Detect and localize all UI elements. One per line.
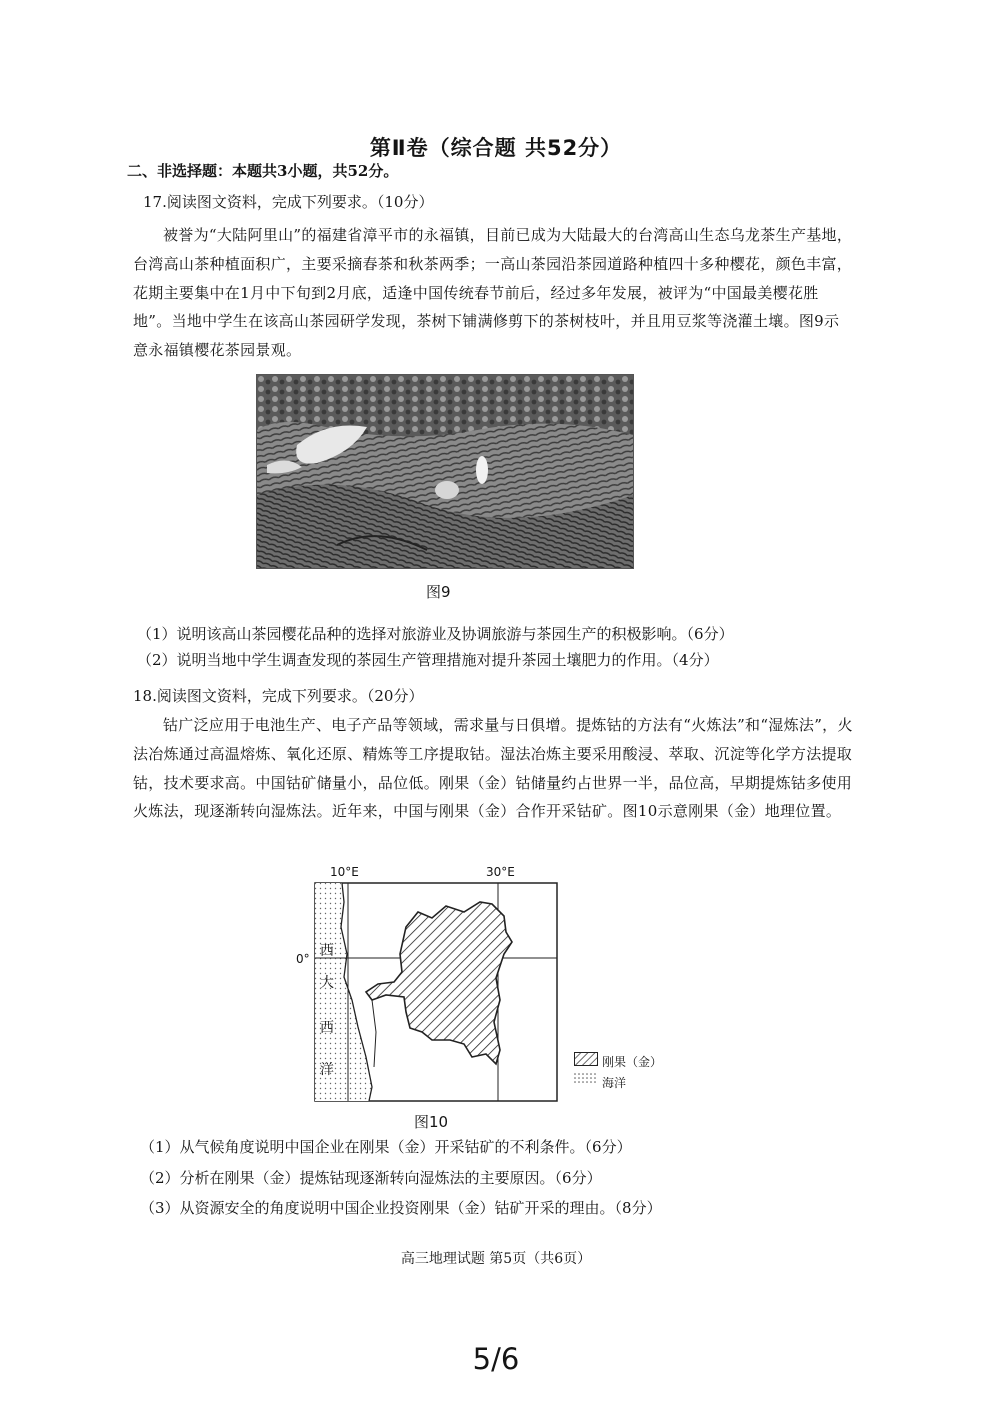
map-ocean-char-1: 西 [320, 943, 334, 959]
map-ocean-char-4: 洋 [320, 1062, 334, 1078]
q18-sub2: （2）分析在刚果（金）提炼钴现逐渐转向湿炼法的主要原因。（6分） [140, 1169, 602, 1187]
page-indicator: 5/6 [472, 1342, 520, 1376]
legend-ocean-label: 海洋 [602, 1076, 627, 1090]
map-lon-30e: 30°E [486, 865, 515, 879]
page-footer: 高三地理试题 第5页（共6页） [400, 1251, 592, 1267]
q18-paragraph: 钴广泛应用于电池生产、电子产品等领域，需求量与日俱增。提炼钴的方法有“火炼法”和“湿炼法”，火法冶炼通过高温熔炼、氧化还原、精炼等工序提取钴。湿法冶炼主要采用酸浸、萃取、沉淀等化学方法提取钴，技术要求高。中国钴矿储量小，品位低。刚果（金）钴储量约占世界一半，品位高，早期提炼钴多使用火炼法，现逐渐转向湿炼法。近年来，中国与刚果（金）合作开采钴矿。图10示意刚果（金）地理位置。 [133, 716, 853, 821]
section-title: 第Ⅱ卷（综合题 共52分） [369, 136, 623, 160]
figure-10-caption: 图10 [414, 1113, 449, 1131]
q18-sub3: （3）从资源安全的角度说明中国企业投资刚果（金）钴矿开采的理由。（8分） [140, 1199, 662, 1217]
map-lat-0: 0° [296, 952, 310, 966]
legend-ocean-swatch [574, 1073, 598, 1085]
q17-sub1: （1）说明该高山茶园樱花品种的选择对旅游业及协调旅游与茶园生产的积极影响。（6分） [137, 625, 734, 643]
legend-hatch-swatch [574, 1052, 598, 1066]
q18-sub1: （1）从气候角度说明中国企业在刚果（金）开采钴矿的不利条件。（6分） [140, 1138, 632, 1156]
q18-stem: 18.阅读图文资料，完成下列要求。（20分） [133, 687, 424, 705]
figure-9-photo [256, 374, 634, 569]
map-lon-10e: 10°E [330, 865, 359, 879]
section-instruction: 二、非选择题：本题共3小题，共52分。 [127, 162, 399, 180]
figure-9-caption: 图9 [426, 583, 451, 601]
q17-stem: 17.阅读图文资料，完成下列要求。（10分） [143, 193, 434, 211]
cherry-tea-garden-photo [257, 375, 633, 568]
q17-sub2: （2）说明当地中学生调查发现的茶园生产管理措施对提升茶园土壤肥力的作用。（4分） [137, 651, 719, 669]
map-ocean-char-3: 西 [320, 1020, 334, 1036]
figure-10-map [314, 882, 558, 1102]
legend-country-label: 刚果（金） [602, 1055, 663, 1069]
drc-location-map [314, 882, 558, 1102]
q17-paragraph: 被誉为“大陆阿里山”的福建省漳平市的永福镇，目前已成为大陆最大的台湾高山生态乌龙茶生产基地，台湾高山茶种植面积广，主要采摘春茶和秋茶两季；一高山茶园沿茶园道路种植四十多种樱花，颜色丰富，花期主要集中在1月中下旬到2月底，适逢中国传统春节前后，经过多年发展，被评为“中国最美樱花胜地”。当地中学生在该高山茶园研学发现，茶树下铺满修剪下的茶树枝叶，并且用豆浆等浇灌土壤。图9示意永福镇樱花茶园景观。 [133, 226, 853, 360]
map-ocean-char-2: 大 [320, 975, 334, 991]
